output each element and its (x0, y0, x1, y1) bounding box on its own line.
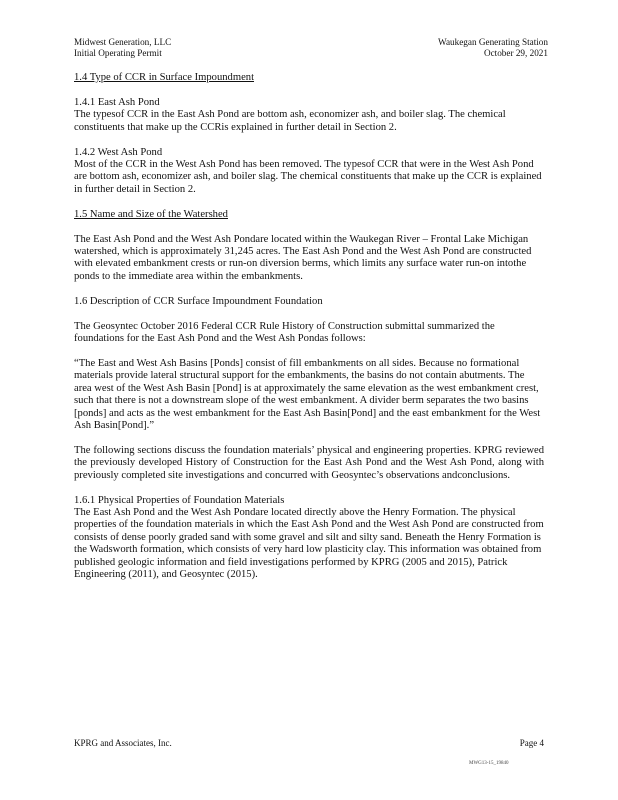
section-1-4-2-heading: 1.4.2 West Ash Pond (74, 146, 163, 158)
header-permit: Initial Operating Permit (74, 48, 162, 58)
section-1-6-heading: 1.6 Description of CCR Surface Impoundment Foundation (74, 295, 323, 307)
header-right (438, 37, 548, 59)
header-date: October 29, 2021 (483, 48, 548, 58)
header-company: Midwest Generation, LLC (74, 37, 172, 47)
section-1-4-2-text: Most of the CCR in the West Ash Pond has been removed. The typesof CCR that were in the West Ash Pond are bottom ash, economizer ash, and boiler slag. The chemical constituents that make up the CCR is explained in further detail in Section 2. (74, 159, 542, 195)
section-1-6-1-heading: 1.6.1 Physical Properties of Foundation Materials (74, 494, 285, 506)
footer-page-number: Page 4 (519, 738, 544, 748)
section-1-6-followup: The following sections discuss the foundation materials’ physical and engineering properties. KPRG reviewed the previously developed History of Construction for the East Ash Pond and the West Ash Pond, along with previously completed site investigations and concurred with Geosyntec’s observations andconclusions. (74, 444, 544, 481)
section-1-4-heading: 1.4 Type of CCR in Surface Impoundment (74, 72, 255, 83)
section-1-4-1-heading: 1.4.1 East Ash Pond (74, 96, 160, 108)
section-1-6-1-text: The East Ash Pond and the West Ash Pondare located directly above the Henry Formation. The physical properties of the foundation materials in which the East Ash Pond and the West Ash Pond are constructed from consists of dense poorly graded sand with some gravel and silt and silty sand. Beneath the Henry Formation is the Wadsworth formation, which consists of very hard low plasticity clay. This information was obtained from published geologic information and field investigations performed by KPRG (2005 and 2015), Patrick Engineering (2011), and Geosyntec (2015). (74, 507, 544, 581)
footer-doc-code: MWG13-15_19840 (469, 761, 509, 766)
document-body (74, 72, 544, 582)
section-1-6-quote: “The East and West Ash Basins [Ponds] consist of fill embankments on all sides. Because no formational materials provide lateral structural support for the embankments, the basins do not contain abutments. The area west of the West Ash Basin [Pond] is at approximately the same elevation as the west embankment crest, such that there is not a downstream slope of the west embankment. A divider berm separates the two basins [ponds] and acts as the west embankment for the East Ash Basin[Pond] and the east embankment for the West Ash Basin[Pond].” (74, 358, 541, 432)
header-left (74, 37, 171, 59)
header-station: Waukegan Generating Station (438, 37, 548, 47)
section-1-5-text: The East Ash Pond and the West Ash Pondare located within the Waukegan River – Frontal Lake Michigan watershed, which is approximately 31,245 acres. The East Ash Pond and the West Ash Pond are constructed with elevated embankment crests or run-on diversion berms, which limits any surface water run-on intothe ponds to the immediate area within the embankments. (74, 233, 532, 282)
section-1-5-heading: 1.5 Name and Size of the Watershed (74, 208, 228, 220)
section-1-6-intro: The Geosyntec October 2016 Federal CCR Rule History of Construction submittal summarized the foundations for the East Ash Pond and the West Ash Pondas follows: (74, 320, 495, 345)
footer-company: KPRG and Associates, Inc. (74, 738, 172, 748)
section-1-4-1-text: The typesof CCR in the East Ash Pond are bottom ash, economizer ash, and boiler slag. The chemical constituents that make up the CCRis explained in further detail in Section 2. (74, 109, 506, 133)
